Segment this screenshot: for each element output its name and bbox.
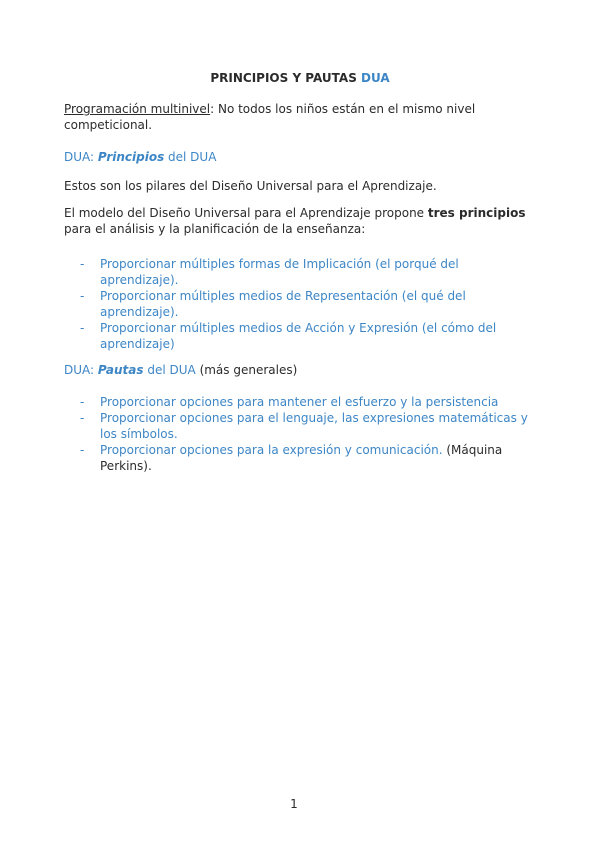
principios-list: [80, 256, 540, 352]
list-item: - Proporcionar múltiples medios de Representación (el qué del aprendizaje).: [80, 289, 466, 319]
pautas-heading-emph: Pautas: [97, 363, 144, 377]
list-item-text: Proporcionar opciones para la expresión y comunicación.: [100, 443, 443, 457]
modelo-before: El modelo del Diseño Universal para el Aprendizaje propone: [64, 206, 428, 220]
list-item-text: Proporcionar opciones para mantener el esfuerzo y la persistencia: [100, 395, 499, 409]
page-title: [0, 71, 600, 85]
principios-heading: [64, 149, 534, 165]
page-number: 1: [290, 797, 298, 811]
modelo-paragraph: [64, 205, 534, 237]
list-item: - Proporcionar múltiples medios de Acción y Expresión (el cómo del aprendizaje): [80, 321, 497, 351]
pautas-heading-note: (más generales): [195, 363, 298, 377]
list-item-extra: (Máquina Perkins).: [100, 443, 503, 473]
pautas-heading-suffix: del DUA: [143, 363, 196, 377]
title-accent: DUA: [361, 71, 390, 85]
list-item-text: Proporcionar múltiples medios de Acción y Expresión (el cómo del aprendizaje): [100, 321, 497, 351]
list-item-text: Proporcionar múltiples formas de Implicación (el porqué del aprendizaje).: [100, 257, 459, 287]
pilares-paragraph: Estos son los pilares del Diseño Universal para el Aprendizaje.: [64, 179, 437, 193]
principios-heading-emph: Principios: [97, 150, 165, 164]
list-item: - Proporcionar opciones para el lenguaje, las expresiones matemáticas y los símbolos.: [80, 411, 528, 441]
list-item: - Proporcionar opciones para mantener el esfuerzo y la persistencia: [80, 395, 499, 409]
programacion-label: Programación multinivel: [64, 102, 211, 116]
title-main: PRINCIPIOS Y PAUTAS: [210, 71, 362, 85]
principios-heading-prefix: DUA:: [64, 150, 98, 164]
list-item: - Proporcionar múltiples formas de Implicación (el porqué del aprendizaje).: [80, 257, 459, 287]
list-item-text: Proporcionar múltiples medios de Representación (el qué del aprendizaje).: [100, 289, 466, 319]
programacion-text: : No todos los niños están en el mismo nivel competicional.: [64, 102, 476, 132]
list-item-text: Proporcionar opciones para el lenguaje, las expresiones matemáticas y los símbolos.: [100, 411, 528, 441]
principios-heading-suffix: del DUA: [164, 150, 217, 164]
list-item: - Proporcionar opciones para la expresión y comunicación. (Máquina Perkins).: [80, 443, 503, 473]
pautas-list: [80, 394, 540, 474]
pautas-heading-prefix: DUA:: [64, 363, 98, 377]
pautas-heading: [64, 362, 534, 378]
programacion-paragraph: [64, 101, 534, 133]
modelo-after: para el análisis y la planificación de la enseñanza:: [64, 222, 366, 236]
modelo-bold: tres principios: [427, 206, 526, 220]
